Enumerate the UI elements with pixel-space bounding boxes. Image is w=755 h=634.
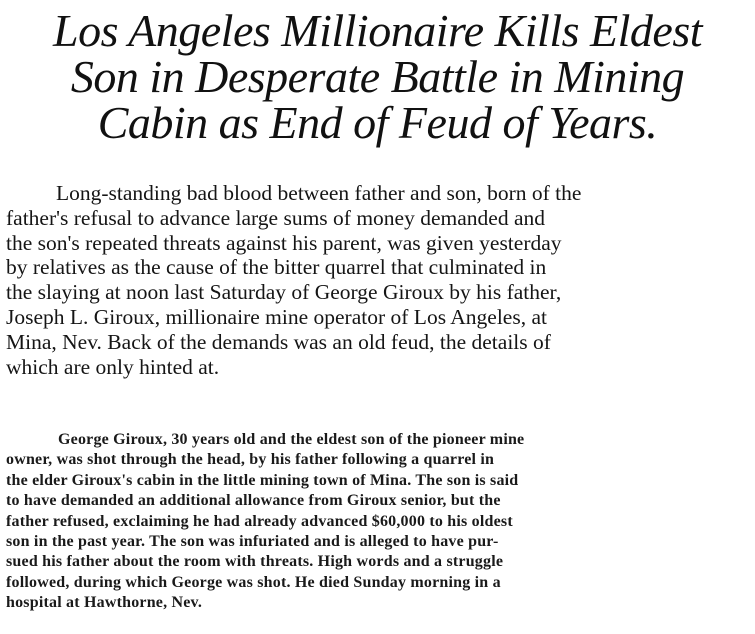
lead-line: Mina, Nev. Back of the demands was an old feud, the details of bbox=[6, 329, 551, 354]
lead-line: father's refusal to advance large sums of money demanded and bbox=[6, 205, 545, 230]
body-line: hospital at Hawthorne, Nev. bbox=[6, 594, 203, 612]
body-line: father refused, exclaiming he had already advanced $60,000 to his oldest bbox=[6, 512, 513, 530]
body-line: owner, was shot through the head, by his father following a quarrel in bbox=[6, 451, 495, 469]
body-line: the elder Giroux's cabin in the little mining town of Mina. The son is said bbox=[6, 471, 519, 489]
lead-line: which are only hinted at. bbox=[6, 354, 220, 379]
body-paragraph bbox=[6, 430, 748, 614]
lead-line: by relatives as the cause of the bitter quarrel that culminated in bbox=[6, 255, 547, 280]
body-line: George Giroux, 30 years old and the eldest son of the pioneer mine bbox=[58, 431, 525, 448]
lead-line: the slaying at noon last Saturday of George Giroux by his father, bbox=[6, 280, 562, 305]
body-line: followed, during which George was shot. He died Sunday morning in a bbox=[6, 573, 501, 591]
headline-line: Los Angeles Millionaire Kills Eldest bbox=[53, 5, 702, 56]
lead-line: the son's repeated threats against his parent, was given yesterday bbox=[6, 230, 562, 255]
headline bbox=[0, 5, 755, 148]
lead-line: Joseph L. Giroux, millionaire mine operator of Los Angeles, at bbox=[6, 304, 547, 329]
body-line: to have demanded an additional allowance from Giroux senior, but the bbox=[6, 492, 501, 510]
body-line: son in the past year. The son was infuriated and is alleged to have pur- bbox=[6, 533, 499, 551]
lead-line: Long-standing bad blood between father and son, born of the bbox=[56, 181, 582, 205]
body-line: sued his father about the room with threats. High words and a struggle bbox=[6, 553, 504, 571]
headline-line: Son in Desperate Battle in Mining bbox=[70, 51, 685, 102]
lead-paragraph bbox=[6, 181, 751, 379]
headline-line: Cabin as End of Feud of Years. bbox=[97, 97, 658, 148]
